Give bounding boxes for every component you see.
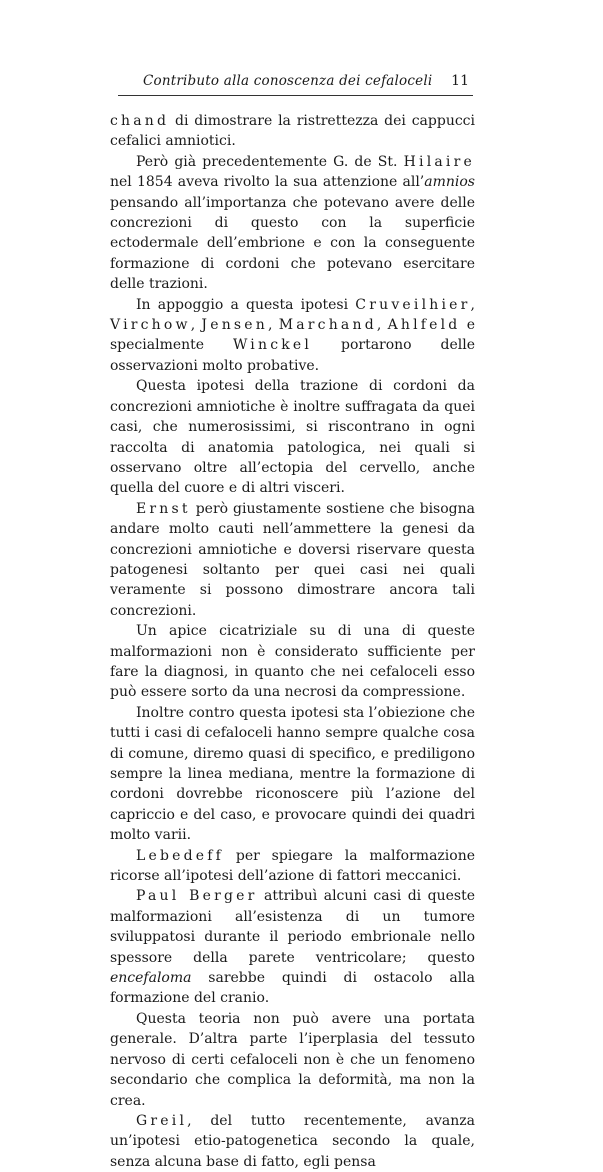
text-run: per spiegare la malformazione ricorse all’ipotesi dell’azione di fattori meccanici. (110, 847, 475, 885)
paragraph (110, 846, 475, 887)
text-run: , (470, 296, 475, 313)
text-run: sarebbe quindi di ostacolo alla formazione del cranio. (110, 970, 475, 1007)
text-run: , (190, 317, 202, 334)
author-name: Hilaire (403, 153, 475, 170)
paragraph (110, 499, 475, 621)
text-run: Inoltre contro questa ipotesi sta l’obiezione che tutti i casi di cefaloceli hanno sempre qualche cosa di comune, diremo quasi di specifico, e prediligono sempre la linea mediana, mentre la formazione di cordoni dovrebbe riconoscere più l’azione del capriccio e del caso, e provocare quindi dei quadri molto varii. (110, 704, 475, 844)
text-run: , del tutto recentemente, avanza un’ipotesi etio-patogenetica secondo la quale, senza alcuna base di fatto, egli pensa (110, 1112, 475, 1170)
italic-term: encefaloma (110, 970, 192, 987)
text-run: Questa ipotesi della trazione di cordoni da concrezioni amniotiche è inoltre suffragata da quei casi, che numerosissimi, si riscontrano in ogni raccolta di anatomia patologica, nei quali si osservano oltre all’ectopia del cervello, anche quella del cuore e di altri visceri. (110, 378, 475, 497)
text-run: di dimostrare la ristrettezza dei cappucci cefalici amniotici. (110, 113, 475, 150)
text-run: attribuì alcuni casi di queste malformazioni all’esistenza di un tumore sviluppatosi durante il periodo embrionale nello spessore della parete ventricolare; questo (110, 888, 475, 966)
author-name: Virchow (110, 317, 191, 334)
paragraph (110, 1111, 475, 1172)
author-name: Jensen (201, 317, 269, 334)
author-name: Winckel (232, 337, 313, 354)
author-name: Paul Berger (136, 888, 258, 905)
text-run: portarono delle osservazioni molto probative. (110, 337, 475, 374)
paragraph (110, 703, 475, 846)
body-text (110, 111, 475, 1172)
text-run: pensando all’importanza che potevano avere delle concrezioni di questo con la superficie ectodermale dell’embrione e con la conseguente formazione di cordoni che potevano esercitare delle trazioni. (110, 194, 475, 293)
text-run: nel 1854 aveva rivolto la sua attenzione all’ (110, 174, 425, 191)
author-name: Ernst (136, 500, 191, 517)
paragraph (110, 1009, 475, 1111)
paragraph (110, 376, 475, 498)
text-run: , (268, 317, 279, 334)
author-name: Marchand (278, 317, 377, 334)
paragraph (110, 111, 475, 152)
paragraph (110, 152, 475, 295)
paragraph (110, 295, 475, 377)
paragraph (110, 621, 475, 703)
text-run: In appoggio a questa ipotesi (136, 296, 356, 313)
author-name: chand (110, 113, 170, 129)
italic-term: amnios (424, 174, 475, 191)
text-run: Però già precedentemente G. de St. (136, 153, 404, 170)
paragraph (110, 886, 475, 1008)
author-name: Ahlfeld (387, 317, 461, 334)
text-run: però giustamente sostiene che bisogna andare molto cauti nell’ammettere la genesi da concrezioni amniotiche e doversi riservare questa patogenesi soltanto per quei casi nei quali veramente si possono dimostrare ancora tali concrezioni. (110, 500, 475, 619)
text-run: e specialmente (110, 317, 475, 354)
text-run: Questa teoria non può avere una portata generale. D’altra parte l’iperplasia del tessuto nervoso di certi cefaloceli non è che un fenomeno secondario che complica la deformità, ma non la crea. (110, 1010, 475, 1109)
author-name: Greil (136, 1112, 188, 1129)
text-run: , (376, 317, 388, 334)
running-title: Contributo alla conoscenza dei cefaloceli (143, 73, 433, 89)
author-name: Cruveilhier (355, 296, 471, 313)
author-name: Lebedeff (136, 847, 225, 864)
running-header (118, 73, 473, 96)
page-number: 11 (451, 73, 469, 89)
text-run: Un apice cicatriziale su di una di queste malformazioni non è considerato sufficiente per fare la diagnosi, in quanto che nei cefaloceli esso può essere sorto da una necrosi da compressione. (110, 623, 475, 701)
